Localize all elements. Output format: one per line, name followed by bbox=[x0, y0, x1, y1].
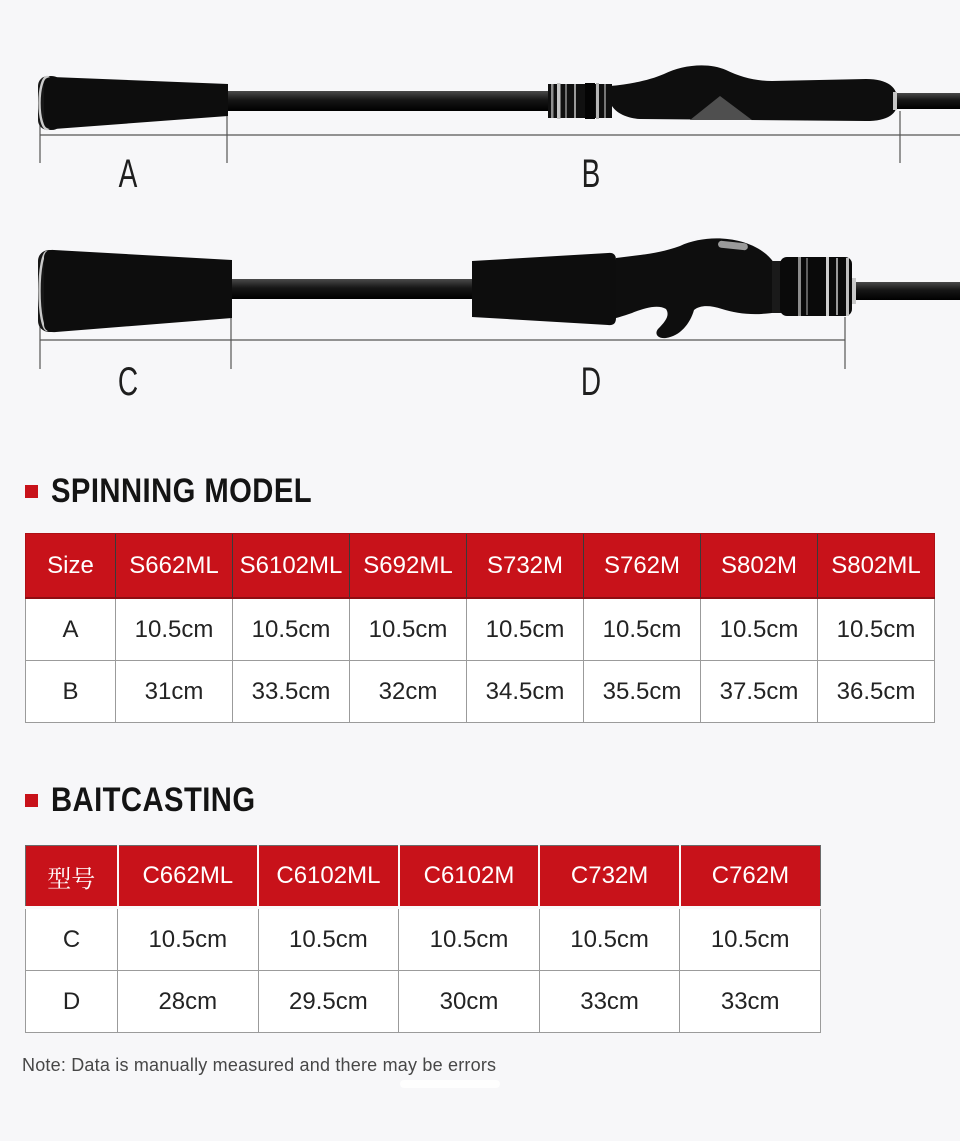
row-label: A bbox=[26, 598, 116, 661]
spec-cell: 34.5cm bbox=[467, 661, 584, 723]
spec-cell: 36.5cm bbox=[818, 661, 935, 723]
column-header: Size bbox=[26, 534, 116, 599]
spec-cell: 30cm bbox=[399, 971, 540, 1033]
column-header: S732M bbox=[467, 534, 584, 599]
red-square-bullet-icon bbox=[25, 485, 38, 498]
rod-blank-tip bbox=[897, 93, 960, 109]
rod-blank-tip bbox=[856, 282, 960, 300]
column-header: S662ML bbox=[116, 534, 233, 599]
column-header: S6102ML bbox=[233, 534, 350, 599]
column-header: C6102ML bbox=[258, 846, 399, 908]
spec-cell: 10.5cm bbox=[258, 908, 399, 971]
table-header-row bbox=[26, 846, 821, 908]
spec-cell: 33cm bbox=[539, 971, 680, 1033]
trigger-reel-seat bbox=[616, 238, 778, 338]
spec-cell: 10.5cm bbox=[584, 598, 701, 661]
spec-cell: 29.5cm bbox=[258, 971, 399, 1033]
section-title: BAITCASTING bbox=[51, 781, 256, 819]
spec-cell: 31cm bbox=[116, 661, 233, 723]
table-row bbox=[26, 908, 821, 971]
table-row bbox=[26, 971, 821, 1033]
column-header: S802M bbox=[701, 534, 818, 599]
column-header: S692ML bbox=[350, 534, 467, 599]
table-row bbox=[26, 661, 935, 723]
baitcasting-spec-table bbox=[25, 845, 821, 1033]
spinning-spec-table bbox=[25, 533, 935, 723]
column-header: S762M bbox=[584, 534, 701, 599]
spec-cell: 35.5cm bbox=[584, 661, 701, 723]
column-header: 型号 bbox=[26, 846, 118, 908]
spec-cell: 10.5cm bbox=[399, 908, 540, 971]
rear-grip bbox=[44, 77, 228, 129]
column-header: C662ML bbox=[118, 846, 259, 908]
column-header: S802ML bbox=[818, 534, 935, 599]
spec-cell: 10.5cm bbox=[118, 908, 259, 971]
row-label: D bbox=[26, 971, 118, 1033]
spec-cell: 10.5cm bbox=[539, 908, 680, 971]
measurement-note: Note: Data is manually measured and there may be errors bbox=[22, 1055, 497, 1075]
reel-seat-rings bbox=[548, 83, 612, 119]
spec-cell: 33.5cm bbox=[233, 661, 350, 723]
reel-seat-foregrip bbox=[610, 65, 897, 121]
rear-grip bbox=[44, 250, 232, 332]
rod-blank bbox=[232, 279, 472, 299]
spec-cell: 10.5cm bbox=[701, 598, 818, 661]
red-square-bullet-icon bbox=[25, 794, 38, 807]
row-label: B bbox=[26, 661, 116, 723]
dimension-label-a: A bbox=[118, 152, 138, 196]
section-title: SPINNING MODEL bbox=[51, 472, 313, 510]
dimension-label-c: C bbox=[117, 360, 139, 404]
spec-cell: 28cm bbox=[118, 971, 259, 1033]
baitcasting-section-header bbox=[25, 781, 289, 820]
spec-cell: 10.5cm bbox=[680, 908, 821, 971]
spec-cell: 10.5cm bbox=[350, 598, 467, 661]
spec-cell: 10.5cm bbox=[116, 598, 233, 661]
spec-cell: 37.5cm bbox=[701, 661, 818, 723]
dimension-label-d: D bbox=[580, 360, 602, 404]
column-header: C6102M bbox=[399, 846, 540, 908]
faint-highlight bbox=[400, 1080, 500, 1088]
spec-cell: 32cm bbox=[350, 661, 467, 723]
foregrip-ring bbox=[893, 92, 897, 110]
dimension-label-b: B bbox=[581, 152, 601, 196]
fore-grip bbox=[472, 253, 616, 325]
tip-ring bbox=[852, 278, 856, 304]
locking-rings bbox=[772, 257, 852, 316]
table-header-row bbox=[26, 534, 935, 599]
column-header: C762M bbox=[680, 846, 821, 908]
spec-cell: 10.5cm bbox=[818, 598, 935, 661]
table-row bbox=[26, 598, 935, 661]
row-label: C bbox=[26, 908, 118, 971]
rod-blank bbox=[228, 91, 550, 111]
dimension-lines-cd bbox=[40, 317, 845, 369]
spinning-section-header bbox=[25, 472, 355, 511]
column-header: C732M bbox=[539, 846, 680, 908]
spec-cell: 33cm bbox=[680, 971, 821, 1033]
spec-cell: 10.5cm bbox=[467, 598, 584, 661]
spec-cell: 10.5cm bbox=[233, 598, 350, 661]
